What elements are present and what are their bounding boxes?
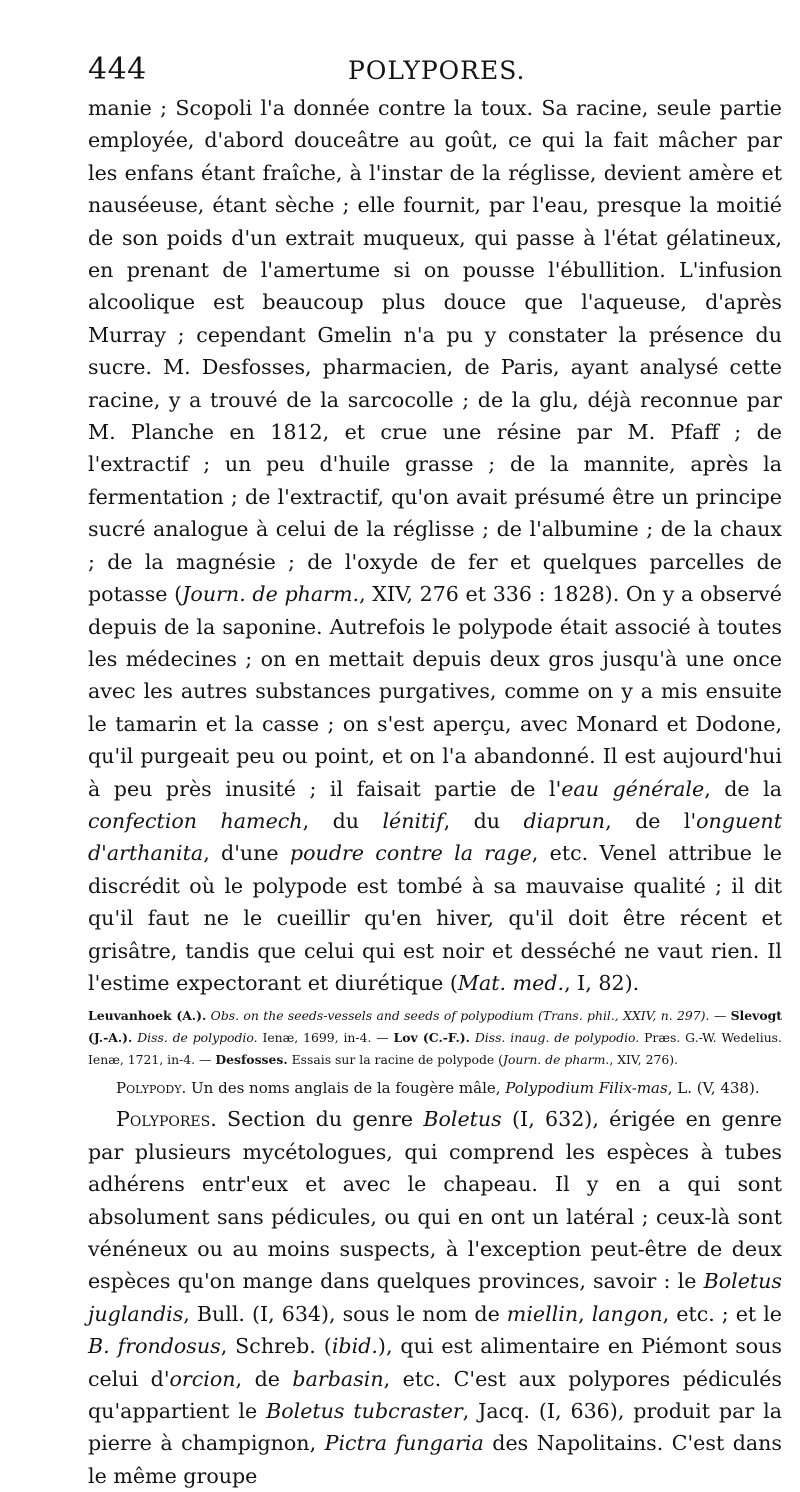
text-run: , XIV, 276). <box>609 1052 678 1068</box>
text-run: , de l' <box>605 808 697 833</box>
text-run: Essais sur la racine de polypode ( <box>287 1052 503 1068</box>
text-run: des Napolitains. C'est dans le même groupe <box>88 1431 782 1488</box>
text-run: , Jacq. (I, 636), produit par la pierre à champignon, <box>88 1399 783 1456</box>
text-run: ), qui est alimentaire en Piémont sous celui d' <box>88 1334 783 1391</box>
reference-author: Lov (C.-F.). <box>393 1030 470 1046</box>
text-run: Un des noms anglais de la fougère mâle, <box>186 1079 506 1098</box>
italic-term: eau générale <box>561 776 705 801</box>
italic-term: diaprun <box>523 808 606 833</box>
italic-term: ibid. <box>331 1334 378 1359</box>
italic-term: lénitif <box>382 808 444 833</box>
reference-title: Diss. de polypodio. <box>137 1030 258 1046</box>
text-run: Ienæ, 1699, in-4. — <box>257 1030 394 1046</box>
italic-citation: Mat. med. <box>457 970 565 995</box>
italic-species: B. frondosus <box>88 1334 221 1359</box>
italic-species: Polypodium Filix-mas <box>505 1079 668 1098</box>
bibliography-references <box>88 1005 782 1071</box>
italic-term: miellin <box>506 1301 579 1326</box>
text-run: , etc. C'est aux polypores pédiculés qu'appartient le <box>88 1366 782 1424</box>
entry-polypody <box>88 1077 782 1099</box>
italic-term: barbasin <box>292 1366 384 1391</box>
text-run: , d'une <box>203 841 290 866</box>
text-run: (I, 632), érigée en genre par plusieurs mycétologues, qui comprend les espèces à tubes adhérens entr'eux et avec le chapeau. Il y en a qui sont absolument sans pédicules, ou qui en ont un latéral ; ceux-là sont vénéneux ou au moins suspects, à l'exception peut-être de deux espèces qu'on mange dans quelques provinces, savoir : le <box>88 1107 782 1294</box>
italic-term: confection hamech <box>88 808 303 833</box>
reference-author: Leuvanhoek (A.). <box>88 1008 207 1024</box>
text-run: , Schreb. ( <box>220 1334 332 1359</box>
text-run: , XIV, 276 et 336 : 1828). On y a observé depuis de la saponine. Autrefois le polypode était associé à toutes les médecines ; on en mettait depuis deux gros jusqu'à une once avec les autres substances purgatives, comme on y a mis ensuite le tamarin et la casse ; on s'est aperçu, avec Monard et Dodone, qu'il purgeait peu ou point, et on l'a abandonné. Il est aujourd'hui à peu près inusité ; il faisait partie de l' <box>88 582 782 801</box>
text-run: — <box>709 1008 731 1024</box>
italic-term: langon <box>591 1301 663 1326</box>
text-run: manie ; Scopoli l'a donnée contre la toux. Sa racine, seule partie employée, d'abord douceâtre au goût, ce qui la fait mâcher par les enfans étant fraîche, à l'instar de la réglisse, devient amère et nauséeuse, étant sèche ; elle fournit, par l'eau, presque la moitié de son poids d'un extrait muqueux, qui passe à l'état gélatineux, en prenant de l'amertume si on pousse l'ébullition. L'infusion alcoolique est beaucoup plus douce que l'aqueuse, d'après Murray ; cependant Gmelin n'a pu y constater la présence du sucre. M. Desfosses, pharmacien, de Paris, ayant analysé cette racine, y a trouvé de la sarcocolle ; de la glu, déjà reconnue par M. Planche en 1812, et crue une résine par M. Pfaff ; de l'extractif ; un peu d'huile grasse ; de la mannite, après la fermentation ; de l'extractif, qu'on avait présumé être un principe sucré analogue à celui de la réglisse ; de l'albumine ; de la chaux ; de la magnésie ; de l'oxyde de fer et quelques parcelles de potasse ( <box>88 96 782 607</box>
reference-title: Diss. inaug. de polypodio. <box>474 1030 640 1046</box>
paragraph-polypode-continued <box>88 92 782 999</box>
page-header <box>88 50 782 92</box>
entry-headword: Polypores. <box>116 1107 217 1132</box>
text-run: , etc. ; et le <box>662 1301 782 1326</box>
italic-term: orcion <box>169 1366 236 1391</box>
reference-title: Obs. on the seeds-vessels and seeds of polypodium (Trans. phil., XXIV, n. 297). <box>210 1008 710 1024</box>
text-run: , I, 82). <box>564 970 640 995</box>
text-run: , de la <box>704 776 782 801</box>
italic-species: Boletus juglandis <box>88 1269 782 1326</box>
italic-species: Pictra fungaria <box>324 1431 484 1456</box>
italic-species: Boletus tubcraster <box>266 1399 463 1424</box>
reference-author: Desfosses. <box>215 1052 288 1068</box>
entry-headword: Polypody. <box>116 1079 187 1098</box>
text-run: , <box>578 1301 592 1326</box>
italic-term: onguent d'arthanita <box>88 808 782 866</box>
text-run: Section du genre <box>216 1107 424 1132</box>
text-run: , du <box>302 808 383 833</box>
text-run: , L. (V, 438). <box>667 1079 760 1098</box>
reference-author: Slevogt (J.-A.). <box>88 1008 782 1046</box>
entry-polypores <box>88 1103 782 1492</box>
reference-title: Journ. de pharm. <box>503 1052 610 1068</box>
page-number: 444 <box>88 52 147 87</box>
text-run: Præs. G.-W. Wedelius. Ienæ, 1721, in-4. — <box>88 1030 782 1068</box>
page-body <box>88 92 782 1492</box>
running-head: POLYPORES. <box>348 56 526 85</box>
text-run: , du <box>443 808 524 833</box>
text-run: , Bull. (I, 634), sous le nom de <box>183 1301 507 1326</box>
italic-species: Boletus <box>423 1107 502 1132</box>
italic-citation: Journ. de pharm. <box>182 582 360 607</box>
text-run: , etc. Venel attribue le discrédit où le polypode est tombé à sa mauvaise qualité ; il dit qu'il faut ne le cueillir qu'en hiver, qu'il doit être récent et grisâtre, tandis que celui qui est noir et desséché ne vaut rien. Il l'estime expectorant et diurétique ( <box>88 841 782 995</box>
italic-term: poudre contre la rage <box>289 841 532 866</box>
text-run: , de <box>235 1366 293 1391</box>
